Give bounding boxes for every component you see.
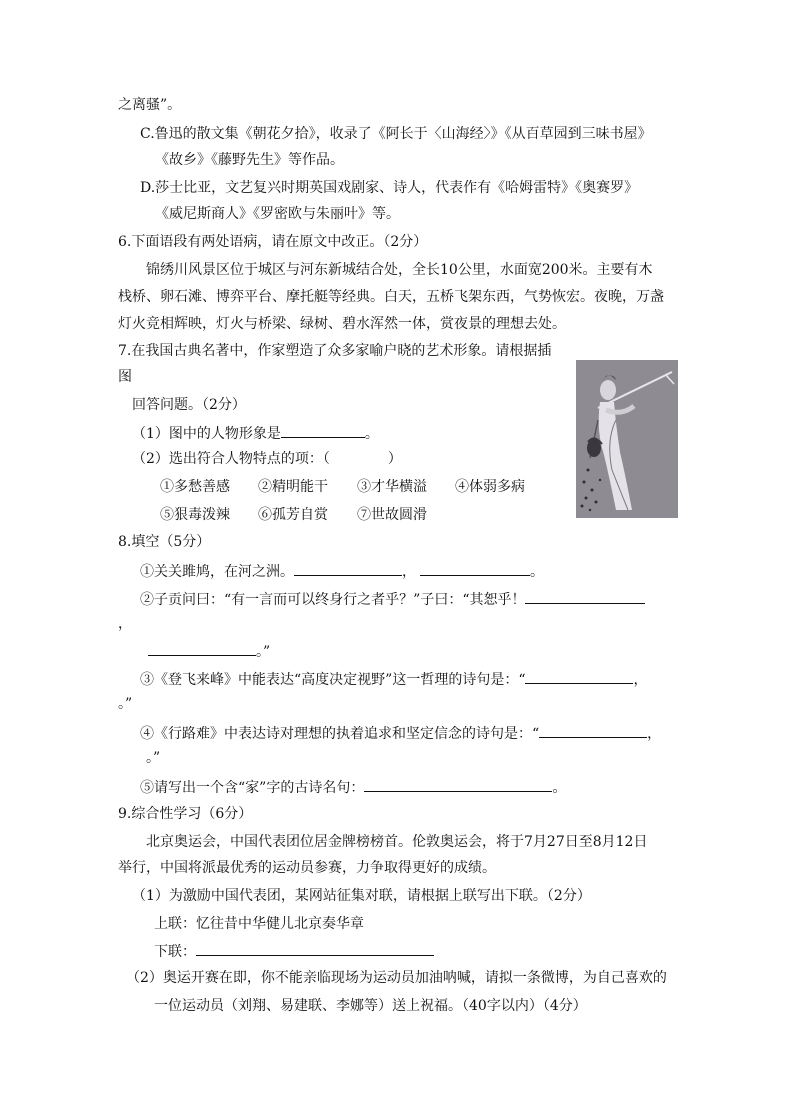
question-text: （1）图中的人物形象是	[132, 426, 281, 442]
question-7-1: （1）图中的人物形象是 。	[132, 422, 379, 444]
question-9-2: （2）奥运开赛在即，你不能亲临现场为运动员加油呐喊，请拟一条微博，为自己喜欢的	[126, 970, 667, 986]
answer-blank[interactable]	[148, 640, 256, 656]
answer-blank[interactable]	[196, 940, 434, 956]
question-9-1: （1）为激励中国代表团，某网站征集对联，请根据上联写出下联。（2分）	[132, 888, 591, 904]
question-9: 9.综合性学习（6分）	[118, 806, 253, 822]
text-line: 之离骚”。	[118, 97, 182, 113]
fill-item-5: ⑤请写出一个含“家”字的古诗名句： 。	[140, 776, 566, 798]
paragraph-line: 灯火竞相辉映，灯火与桥梁、绿树、碧水浑然一体，赏夜景的理想去处。	[118, 316, 566, 332]
question-text: （2）选出符合人物特点的项：（	[132, 451, 330, 467]
fill-item-4: ④《行路难》中表达诗对理想的执着追求和坚定信念的诗句是：“ ，	[140, 722, 661, 744]
choice-5: ⑤狠毒泼辣	[160, 507, 230, 523]
fill-item-3: ③《登飞来峰》中能表达“高度决定视野”这一哲理的诗句是：“ ，	[140, 668, 647, 690]
paragraph-line: 举行，中国将派最优秀的运动员参赛，力争取得更好的成绩。	[118, 860, 496, 876]
fill-item-3-cont: 。”	[118, 696, 133, 712]
option-d-cont: 《威尼斯商人》《罗密欧与朱丽叶》等。	[155, 206, 400, 222]
question-7-2: （2）选出符合人物特点的项：（ ）	[132, 451, 402, 467]
fill-item-2-cont: ，	[118, 616, 132, 632]
choice-2: ②精明能干	[258, 479, 328, 495]
fill-item-2	[140, 588, 645, 610]
question-8: 8.填空（5分）	[118, 534, 211, 550]
question-text: ⑤请写出一个含“家”字的古诗名句：	[140, 780, 365, 796]
question-text: ①关关雎鸠，在河之洲。	[140, 564, 294, 580]
option-c-cont: 《故乡》《藤野先生》等作品。	[155, 152, 344, 168]
answer-blank[interactable]	[364, 776, 552, 792]
choice-6: ⑥孤芳自赏	[258, 507, 328, 523]
answer-blank[interactable]	[281, 422, 365, 438]
paragraph-line: 锦绣川风景区位于城区与河东新城结合处，全长10公里，水面宽200米。主要有木	[146, 262, 653, 278]
question-text: ②子贡问曰：“有一言而可以终身行之者乎？”子曰：“其恕乎！	[140, 592, 526, 608]
question-7-cont: 图	[118, 369, 132, 385]
question-7-cont: 回答问题。（2分）	[132, 397, 246, 413]
fill-item-2-cont: 。”	[148, 640, 270, 662]
fill-item-1: ①关关雎鸠，在河之洲。 ， 。	[140, 560, 544, 582]
question-text: ③《登飞来峰》中能表达“高度决定视野”这一哲理的诗句是：“	[140, 672, 526, 688]
paragraph-line: 北京奥运会，中国代表团位居金牌榜榜首。伦敦奥运会，将于7月27日至8月12日	[146, 834, 648, 850]
answer-blank[interactable]	[420, 560, 530, 576]
answer-blank[interactable]	[525, 588, 645, 604]
paragraph-line: 栈桥、卵石滩、博弈平台、摩托艇等经典。白天，五桥飞架东西，气势恢宏。夜晚，万盏	[118, 289, 664, 305]
option-c: C.鲁迅的散文集《朝花夕拾》，收录了《阿长于〈山海经〉》《从百草园到三味书屋》	[140, 126, 652, 142]
couplet-lower	[154, 940, 434, 962]
lady-with-flower-hoe-illustration-icon	[576, 360, 678, 518]
question-6: 6.下面语段有两处语病，请在原文中改正。（2分）	[118, 234, 428, 250]
question-text: 下联：	[154, 944, 196, 960]
answer-blank[interactable]	[539, 722, 647, 738]
choice-7: ⑦世故圆滑	[357, 507, 427, 523]
choice-1: ①多愁善感	[160, 479, 230, 495]
answer-blank[interactable]	[294, 560, 402, 576]
question-7: 7.在我国古典名著中，作家塑造了众多家喻户晓的艺术形象。请根据插	[118, 343, 552, 359]
question-text: ④《行路难》中表达诗对理想的执着追求和坚定信念的诗句是：“	[140, 726, 540, 742]
answer-blank[interactable]	[525, 668, 633, 684]
couplet-upper: 上联：忆往昔中华健儿北京奏华章	[154, 916, 364, 932]
fill-item-4-cont: 。”	[146, 750, 161, 766]
question-9-2-cont: 一位运动员（刘翔、易建联、李娜等）送上祝福。（40字以内）（4分）	[154, 998, 587, 1014]
choice-4: ④体弱多病	[455, 479, 525, 495]
illustration-svg	[576, 360, 678, 518]
choice-3: ③才华横溢	[357, 479, 427, 495]
option-d: D.莎士比亚，文艺复兴时期英国戏剧家、诗人，代表作有《哈姆雷特》《奥赛罗》	[140, 180, 639, 196]
